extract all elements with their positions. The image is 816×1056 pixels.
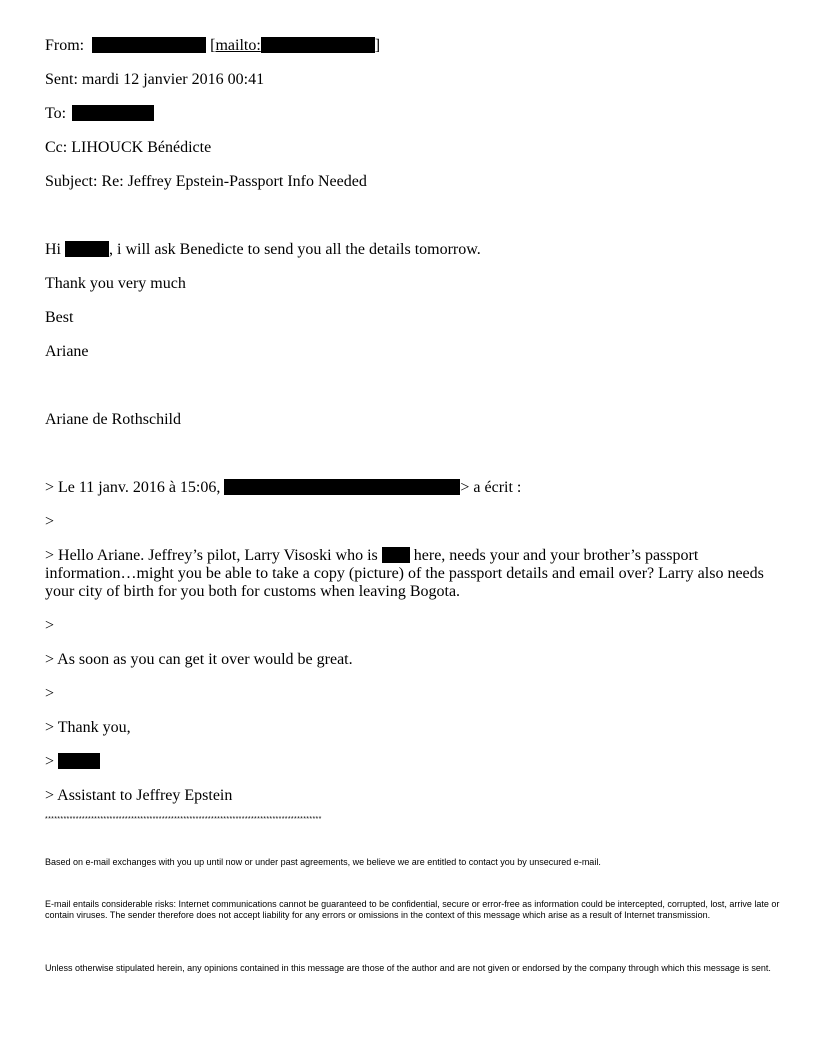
quote-intro-prefix: > Le 11 janv. 2016 à 15:06, <box>45 479 221 496</box>
to-line <box>45 105 154 123</box>
greeting-prefix: Hi <box>45 241 61 258</box>
quote-signature-prefix: > <box>45 753 55 770</box>
separator-stars: ****************************************************************************************** <box>45 816 322 823</box>
redacted-pilot-detail <box>382 547 410 563</box>
greeting-rest: , i will ask Benedicte to send you all the details tomorrow. <box>109 241 481 258</box>
mailto-link[interactable]: mailto: <box>215 37 374 54</box>
quote-blank-3: > <box>45 685 55 702</box>
signature-full: Ariane de Rothschild <box>45 411 181 428</box>
from-line <box>45 37 380 55</box>
disclaimer-1: Based on e-mail exchanges with you up until now or under past agreements, we believe we are entitled to contact you by unsecured e-mail. <box>45 857 601 867</box>
quote-signature-line <box>45 753 100 771</box>
from-label: From: <box>45 37 85 54</box>
redacted-assistant-name <box>58 753 100 769</box>
quote-assistant-line: > Assistant to Jeffrey Epstein <box>45 787 233 804</box>
quote-blank-1: > <box>45 513 55 530</box>
disclaimer-3: Unless otherwise stipulated herein, any opinions contained in this message are those of the author and are not given or endorsed by the company through which this message is sent. <box>45 963 771 973</box>
mailto-close-bracket: ] <box>374 37 381 54</box>
thanks-line: Thank you very much <box>45 275 186 292</box>
redacted-sender-name <box>92 37 206 53</box>
quote-paragraph-1 <box>45 547 780 601</box>
greeting-line <box>45 241 481 259</box>
mailto-open-bracket: [ <box>210 37 216 54</box>
quote-intro-suffix: > a écrit : <box>460 479 522 496</box>
disclaimer-2: E-mail entails considerable risks: Internet communications cannot be guaranteed to be confidential, secure or error-free as information could be intercepted, corrupted, lost, arrive late or contain viruses. The sender therefore does not accept liability for any errors or omissions in the context of this message which arise as a result of Internet transmission. <box>45 899 780 920</box>
quote-paragraph-1-prefix: > Hello Ariane. Jeffrey’s pilot, Larry Visoski who is <box>45 547 378 564</box>
quote-paragraph-1-rest: here, needs your and your brother’s passport information…might you be able to take a copy (picture) of the passport details and email over? Larry also needs your city of birth for you both for customs when leaving Bogota. <box>45 547 764 600</box>
quote-blank-2: > <box>45 617 55 634</box>
redacted-sender-email <box>261 37 375 53</box>
quote-thank-you: > Thank you, <box>45 719 131 736</box>
quote-paragraph-2: > As soon as you can get it over would be great. <box>45 651 353 668</box>
subject-line: Subject: Re: Jeffrey Epstein-Passport Info Needed <box>45 173 367 190</box>
to-label: To: <box>45 105 67 122</box>
redacted-recipient <box>72 105 154 121</box>
signature-first: Ariane <box>45 343 89 360</box>
sent-line: Sent: mardi 12 janvier 2016 00:41 <box>45 71 265 88</box>
cc-line: Cc: LIHOUCK Bénédicte <box>45 139 212 156</box>
redacted-greeting-name <box>65 241 109 257</box>
quote-intro-line <box>45 479 521 497</box>
closing-line: Best <box>45 309 74 326</box>
redacted-original-sender <box>224 479 460 495</box>
